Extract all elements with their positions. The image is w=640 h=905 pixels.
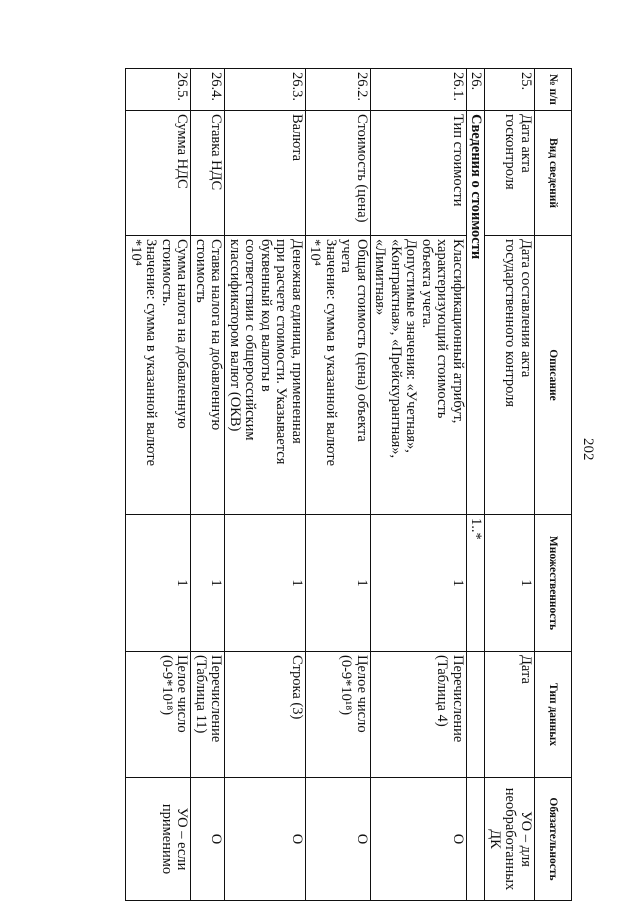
row-data-type bbox=[191, 652, 225, 778]
row-requirement bbox=[485, 778, 535, 901]
table-header-row bbox=[535, 69, 572, 901]
row-requirement bbox=[126, 778, 191, 901]
row-description bbox=[126, 236, 191, 515]
data-table bbox=[126, 68, 573, 901]
requirement-line: О bbox=[208, 833, 225, 845]
description-line: Классификационный атрибут, bbox=[450, 239, 466, 424]
requirement-line: необработанных bbox=[502, 787, 519, 891]
data-type-line: (Таблица 11) bbox=[193, 655, 209, 734]
description-line: Допустимые значения: «Учетная», bbox=[403, 239, 420, 453]
row-number: 26.3. bbox=[225, 69, 306, 111]
description-line: при расчете стоимости. Указывается bbox=[273, 239, 290, 465]
description-line: объекта учета. bbox=[419, 239, 435, 329]
row-description bbox=[485, 236, 535, 515]
row-number: 26.1. bbox=[371, 69, 467, 111]
table-row bbox=[485, 69, 535, 901]
description-line: Дата составления акта bbox=[518, 239, 534, 378]
header-requirement: Обязательность bbox=[535, 778, 572, 901]
description-line: стоимость bbox=[193, 239, 209, 303]
data-type-line: (0-9*10¹⁸) bbox=[159, 655, 175, 716]
table-row bbox=[126, 69, 191, 901]
data-type-line: Целое число bbox=[354, 655, 370, 733]
header-field: Вид сведений bbox=[535, 111, 572, 236]
table-row bbox=[371, 69, 467, 901]
requirement-line: О bbox=[289, 833, 305, 845]
data-type-line: Целое число bbox=[174, 655, 191, 733]
requirement-line: применимо bbox=[159, 803, 175, 875]
row-number: 26.4. bbox=[191, 69, 225, 111]
section-title: Сведения о стоимости bbox=[467, 111, 486, 515]
description-line: Денежная единица, примененная bbox=[289, 239, 305, 444]
description-line: Ставка налога на добавленную bbox=[208, 239, 225, 431]
row-description bbox=[225, 236, 306, 515]
header-number: № п/п bbox=[535, 69, 572, 111]
requirement-line: УО – если bbox=[174, 807, 191, 871]
row-field: Дата акта госконтроля bbox=[485, 111, 535, 236]
table-row bbox=[191, 69, 225, 901]
row-number: 26.2. bbox=[306, 69, 371, 111]
row-multiplicity: 1 bbox=[191, 515, 225, 652]
section-row bbox=[467, 69, 486, 901]
description-line: учета bbox=[338, 239, 355, 273]
header-description: Описание bbox=[535, 236, 572, 515]
row-multiplicity: 1 bbox=[485, 515, 535, 652]
data-type-line: Строка (3) bbox=[289, 655, 305, 720]
table-row bbox=[225, 69, 306, 901]
table-row bbox=[306, 69, 371, 901]
requirement-line: ДК bbox=[487, 829, 503, 849]
row-data-type bbox=[126, 652, 191, 778]
data-type-line: (Таблица 4) bbox=[434, 655, 451, 727]
data-type-line: Перечисление bbox=[208, 655, 225, 743]
row-field: Сумма НДС bbox=[126, 111, 191, 236]
description-line: *10⁴ bbox=[128, 239, 144, 266]
description-line: буквенный код валюты в bbox=[258, 239, 274, 392]
description-line: Общая стоимость (цена) объекта bbox=[354, 239, 370, 442]
description-line: Значение: сумма в указанной валюте bbox=[323, 239, 339, 467]
row-data-type bbox=[225, 652, 306, 778]
row-multiplicity: 1 bbox=[306, 515, 371, 652]
row-requirement bbox=[467, 778, 486, 901]
row-multiplicity: 1 bbox=[371, 515, 467, 652]
data-type-line: Перечисление bbox=[450, 655, 466, 743]
row-data-type bbox=[485, 652, 535, 778]
row-requirement bbox=[191, 778, 225, 901]
row-multiplicity: 1..* bbox=[467, 515, 486, 652]
row-number: 25. bbox=[485, 69, 535, 111]
requirement-line: О bbox=[450, 833, 466, 845]
description-line: стоимость. bbox=[159, 239, 175, 307]
row-requirement bbox=[306, 778, 371, 901]
description-line: классификатором валют (ОКВ) bbox=[227, 239, 243, 432]
description-line: государственного контроля bbox=[502, 239, 519, 408]
row-field: Ставка НДС bbox=[191, 111, 225, 236]
row-multiplicity: 1 bbox=[126, 515, 191, 652]
row-data-type bbox=[371, 652, 467, 778]
description-line: характеризующий стоимость bbox=[434, 239, 451, 419]
header-multiplicity: Множественность bbox=[535, 515, 572, 652]
description-line: «Контрактная», «Прейскурантная», bbox=[388, 239, 404, 459]
row-requirement bbox=[371, 778, 467, 901]
row-description bbox=[306, 236, 371, 515]
description-line: Значение: сумма в указанной валюте bbox=[143, 239, 160, 467]
description-line: *10⁴ bbox=[307, 239, 324, 266]
data-type-line: (0-9*10¹⁸) bbox=[338, 655, 355, 716]
row-field: Тип стоимости bbox=[371, 111, 467, 236]
header-data-type: Тип данных bbox=[535, 652, 572, 778]
row-data-type bbox=[306, 652, 371, 778]
description-line: соответствии с общероссийским bbox=[242, 239, 259, 441]
row-field: Валюта bbox=[225, 111, 306, 236]
row-requirement bbox=[225, 778, 306, 901]
requirement-line: УО – для bbox=[518, 811, 534, 867]
description-line: «Лимитная» bbox=[372, 239, 389, 316]
row-multiplicity: 1 bbox=[225, 515, 306, 652]
row-field: Стоимость (цена) bbox=[306, 111, 371, 236]
row-description bbox=[191, 236, 225, 515]
row-number: 26.5. bbox=[126, 69, 191, 111]
row-number: 26. bbox=[467, 69, 486, 111]
requirement-line: О bbox=[354, 833, 370, 845]
row-data-type bbox=[467, 652, 486, 778]
table-body bbox=[126, 69, 535, 901]
description-line: Сумма налога на добавленную bbox=[174, 239, 191, 429]
row-description bbox=[371, 236, 467, 515]
page-number: 202 bbox=[580, 438, 596, 461]
data-type-line: Дата bbox=[518, 655, 534, 684]
